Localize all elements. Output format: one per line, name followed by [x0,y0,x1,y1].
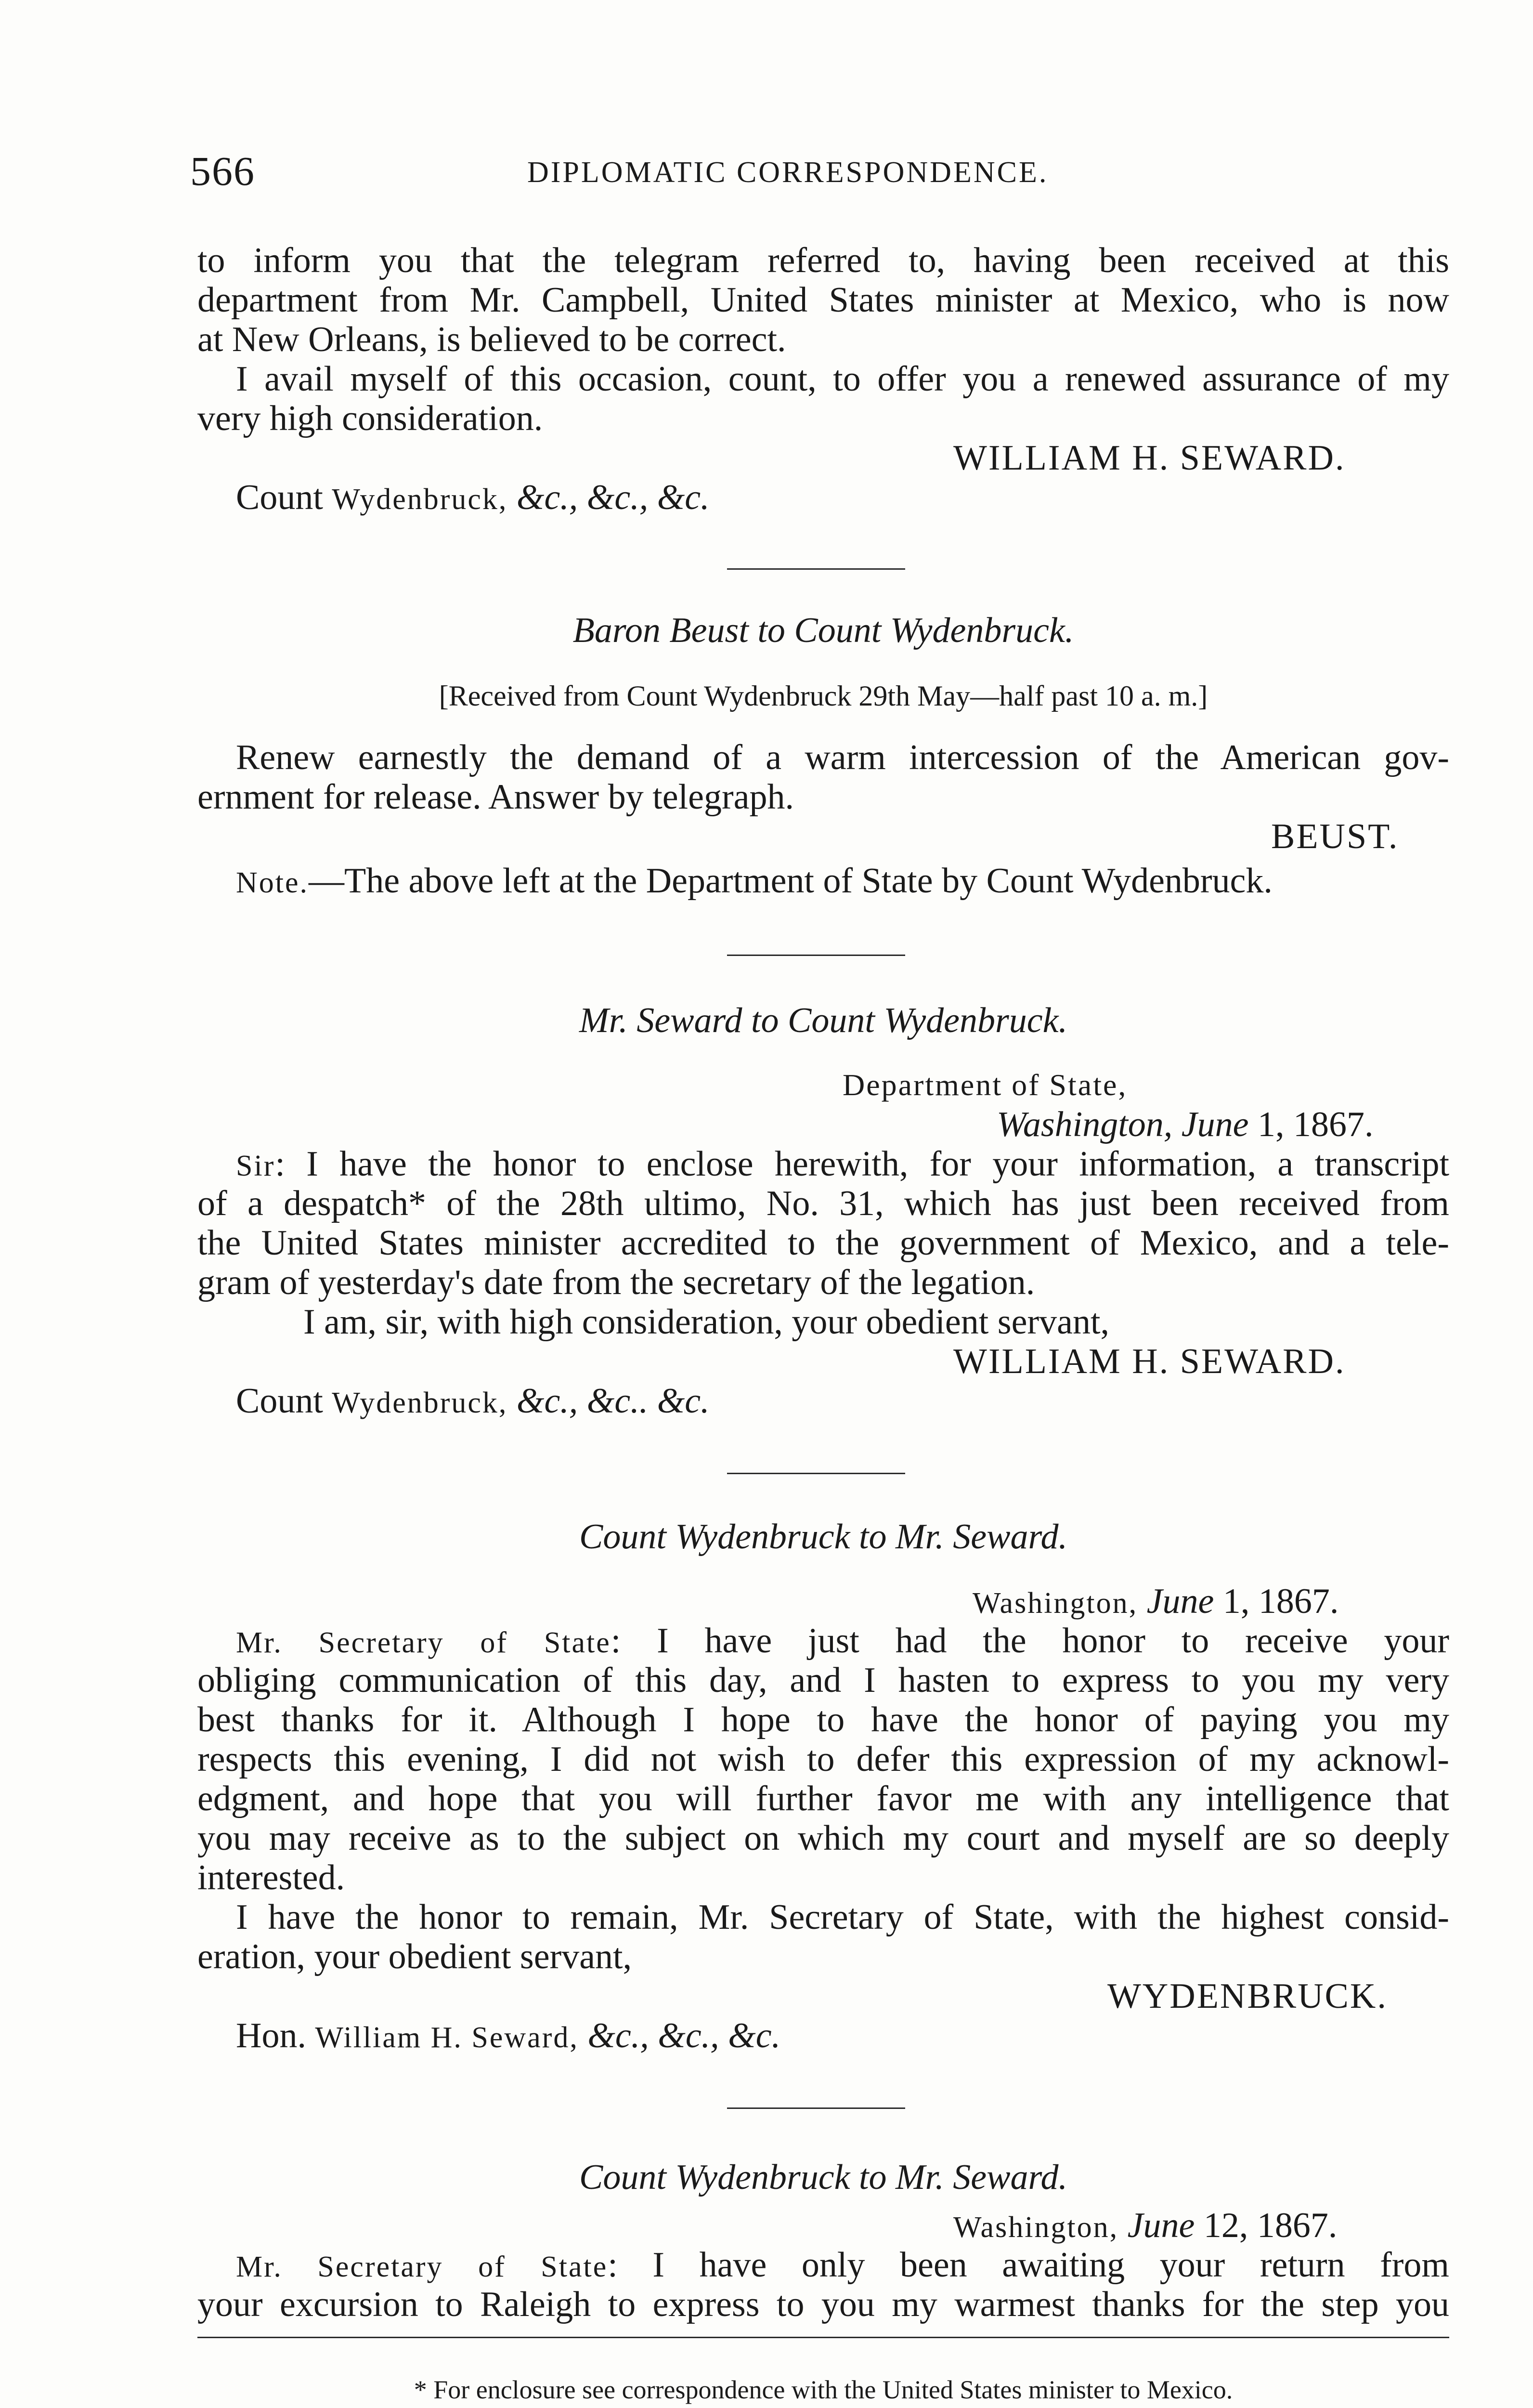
section-divider [727,955,905,956]
letter1-addressee [236,478,710,519]
letter4-closing-line: eration, your obedient servant, [197,1937,632,1976]
letter3-line: gram of yesterday's date from the secretary of the legation. [197,1263,1035,1302]
section-divider [727,568,905,570]
addressee-suffix: &c., &c., &c. [578,2016,781,2055]
letter1-closing-line: I avail myself of this occasion, count, to offer you a renewed assurance of my [236,359,1449,399]
note-label: Note. [236,866,309,899]
letter4-signature: WYDENBRUCK. [1107,1976,1388,2016]
letter2-signature: BEUST. [1271,817,1399,856]
dateline-month: June [1118,2206,1195,2245]
letter3-addressee [236,1381,710,1423]
letter3-line: the United States minister accredited to the government of Mexico, and a tele- [197,1223,1449,1263]
addressee-prefix: Hon. [236,2016,315,2055]
letter2-note [197,861,1449,903]
section-divider [727,1473,905,1474]
dateline-place: Washington, June [997,1105,1249,1144]
note-text: —The above left at the Department of State by Count Wydenbruck. [309,861,1273,901]
letter3-signature: WILLIAM H. SEWARD. [953,1342,1346,1381]
letter3-line: of a despatch* of the 28th ultimo, No. 31, which has just been received from [197,1184,1449,1223]
dateline-day: 12, 1867. [1195,2206,1338,2245]
addressee-suffix: &c., &c.. &c. [507,1381,710,1421]
line-text: : I have just had the honor to receive your [611,1621,1450,1661]
letter4-line: interested. [197,1858,345,1898]
letter5-dateline [953,2206,1337,2247]
dateline-month: June [1138,1582,1214,1621]
page-number: 566 [190,148,255,194]
letter3-dateline [997,1105,1373,1144]
letter5-line: your excursion to Raleigh to express to you my warmest thanks for the step you [197,2285,1449,2324]
letter4-line: obliging communication of this day, and I hasten to express to you my very [197,1661,1449,1700]
footnote: * For enclosure see correspondence with the United States minister to Mexico. [414,2375,1233,2404]
letter1-line: at New Orleans, is believed to be correct. [197,320,786,359]
addressee-suffix: &c., &c., &c. [507,478,710,517]
addressee-name: Wydenbruck, [332,1387,508,1419]
addressee-prefix: Count [236,1381,332,1421]
letter4-closing-line: I have the honor to remain, Mr. Secretary of State, with the highest consid- [236,1898,1449,1937]
dateline-place: Washington, [973,1587,1138,1620]
dateline-place: Washington, [953,2211,1119,2244]
letter5-line [197,2245,1449,2287]
salutation: Sir [236,1150,275,1182]
line-text: : I have only been awaiting your return from [608,2245,1449,2285]
addressee-name: William H. Seward, [315,2021,579,2054]
letter4-line: you may receive as to the subject on which my court and myself are so deeply [197,1819,1449,1858]
salutation: Mr. Secretary of State [236,1626,611,1659]
letter2-line: Renew earnestly the demand of a warm intercession of the American gov- [236,738,1449,777]
letter1-signature: WILLIAM H. SEWARD. [953,438,1346,478]
letter3-closing: I am, sir, with high consideration, your obedient servant, [303,1302,1109,1342]
letter2-received-note: [Received from Count Wydenbruck 29th May—half past 10 a. m.] [439,680,1208,712]
line-text: : I have the honor to enclose herewith, for your information, a transcript [275,1144,1449,1184]
addressee-prefix: Count [236,478,332,517]
section-divider [727,2107,905,2109]
letter5-title: Count Wydenbruck to Mr. Seward. [579,2158,1067,2197]
letter4-addressee [236,2016,780,2057]
letter2-line: ernment for release. Answer by telegraph. [197,777,794,817]
letter4-line: respects this evening, I did not wish to defer this expression of my acknowl- [197,1740,1449,1779]
salutation: Mr. Secretary of State [236,2251,608,2283]
letter4-dateline [973,1582,1338,1623]
letter1-line: to inform you that the telegram referred to, having been received at this [197,241,1449,280]
letter3-line [197,1144,1449,1186]
letter3-department: Department of State, [843,1068,1128,1102]
letter3-title: Mr. Seward to Count Wydenbruck. [579,1001,1067,1040]
running-head: DIPLOMATIC CORRESPONDENCE. [527,156,1049,189]
letter1-line: department from Mr. Campbell, United States minister at Mexico, who is now [197,280,1449,320]
letter4-line: edgment, and hope that you will further favor me with any intelligence that [197,1779,1449,1819]
footnote-rule [197,2337,1449,2338]
letter4-line [197,1621,1449,1662]
letter1-closing-line: very high consideration. [197,399,543,438]
letter4-title: Count Wydenbruck to Mr. Seward. [579,1517,1067,1557]
dateline-day: 1, 1867. [1214,1582,1339,1621]
dateline-day: 1, 1867. [1248,1105,1374,1144]
addressee-name: Wydenbruck, [332,483,508,516]
letter4-line: best thanks for it. Although I hope to have the honor of paying you my [197,1700,1449,1740]
page-body [197,0,1449,2408]
letter2-title: Baron Beust to Count Wydenbruck. [572,611,1074,650]
